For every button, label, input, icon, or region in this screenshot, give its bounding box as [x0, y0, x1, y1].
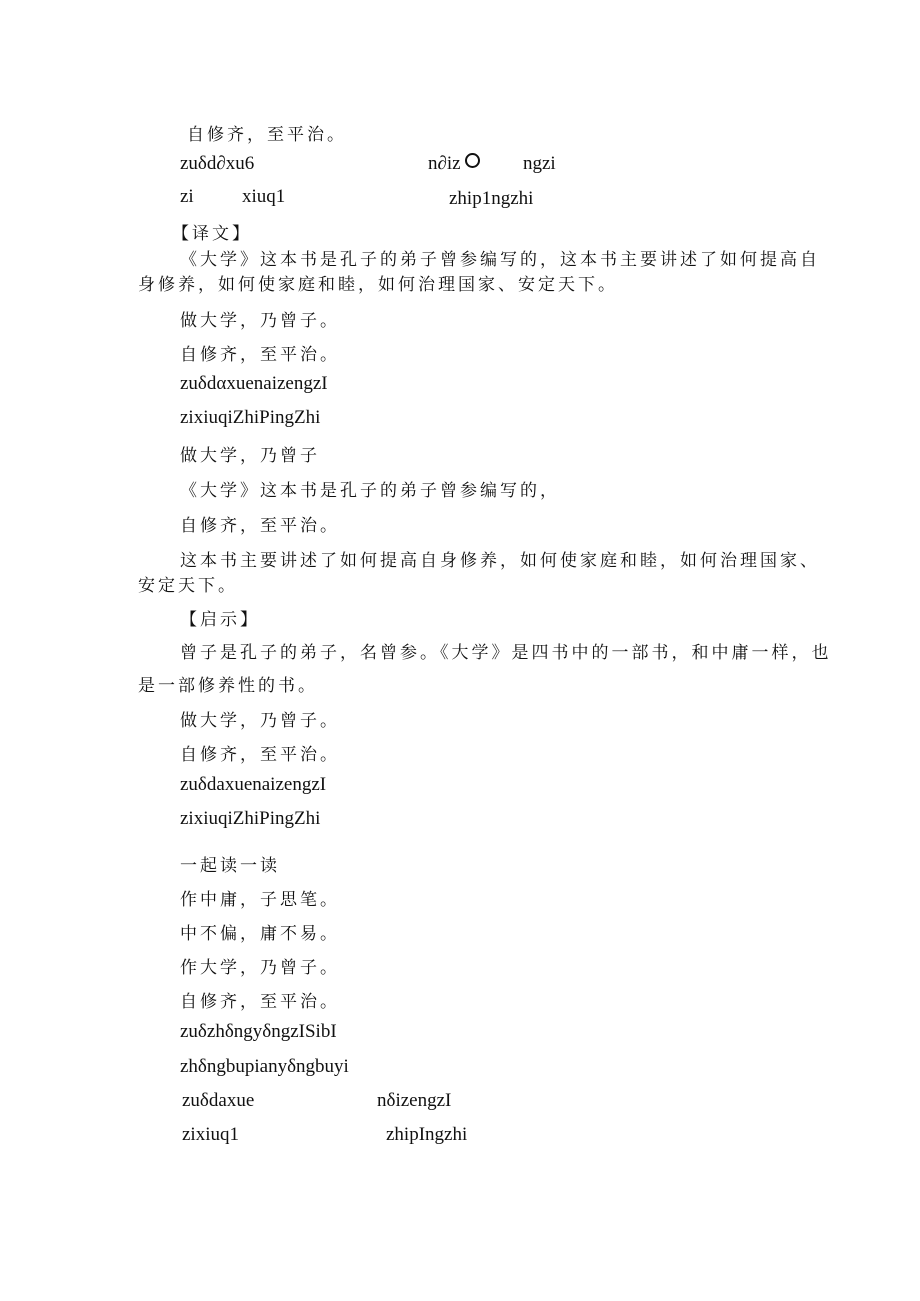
pinyin-text: zi [180, 186, 194, 207]
verse-line: 自修齐，至平治。 [180, 345, 340, 365]
circle-glyph-icon [465, 153, 480, 168]
pinyin-text: zuδdαxuenaizengzI [180, 373, 328, 394]
pinyin-text: ngzi [523, 153, 556, 174]
verse-line: 作大学，乃曾子。 [180, 958, 340, 978]
paragraph-line: 《大学》这本书是孔子的弟子曾参编写的， [180, 481, 560, 501]
paragraph-line: 《大学》这本书是孔子的弟子曾参编写的，这本书主要讲述了如何提高自 [180, 250, 820, 270]
verse-line: 自修齐，至平治。 [180, 745, 340, 765]
verse-line: 自修齐，至平治。 [187, 125, 347, 145]
pinyin-fragment: n∂iz [428, 153, 461, 174]
paragraph-line: 安定天下。 [138, 576, 238, 596]
verse-line: 做大学，乃曾子 [180, 446, 320, 466]
pinyin-text: zhδngbupianyδngbuyi [180, 1056, 349, 1077]
pinyin-text: zixiuqiZhiPingZhi [180, 808, 321, 829]
verse-line: 自修齐，至平治。 [180, 992, 340, 1012]
paragraph-line: 是一部修养性的书。 [138, 676, 318, 696]
pinyin-text: zuδdaxuenaizengzI [180, 774, 327, 795]
paragraph-line: 曾子是孔子的弟子，名曾参。《大学》是四书中的一部书，和中庸一样，也 [180, 643, 832, 663]
pinyin-text: zuδdaxue [182, 1090, 255, 1111]
verse-line: 自修齐，至平治。 [180, 516, 340, 536]
pinyin-text: zhipIngzhi [386, 1124, 468, 1145]
verse-line: 中不偏，庸不易。 [180, 924, 340, 944]
paragraph-line: 身修养，如何使家庭和睦，如何治理国家、安定天下。 [138, 275, 618, 295]
section-heading-reading: 一起读一读 [180, 856, 280, 876]
pinyin-text [428, 153, 480, 175]
pinyin-text: zixiuq1 [182, 1124, 239, 1145]
pinyin-text: zuδzhδngyδngzISibI [180, 1021, 337, 1042]
pinyin-text: zixiuqiZhiPingZhi [180, 407, 321, 428]
section-heading-inspiration: 【启示】 [180, 610, 260, 630]
verse-line: 做大学，乃曾子。 [180, 711, 340, 731]
verse-line: 做大学，乃曾子。 [180, 311, 340, 331]
verse-line: 作中庸，子思笔。 [180, 890, 340, 910]
pinyin-text: zhip1ngzhi [449, 188, 534, 209]
pinyin-text: nδizengzI [377, 1090, 452, 1111]
pinyin-text: xiuq1 [242, 186, 286, 207]
pinyin-text: zuδd∂xu6 [180, 153, 255, 174]
paragraph-line: 这本书主要讲述了如何提高自身修养，如何使家庭和睦，如何治理国家、 [180, 551, 820, 571]
section-heading-translation: 【译文】 [172, 224, 252, 244]
